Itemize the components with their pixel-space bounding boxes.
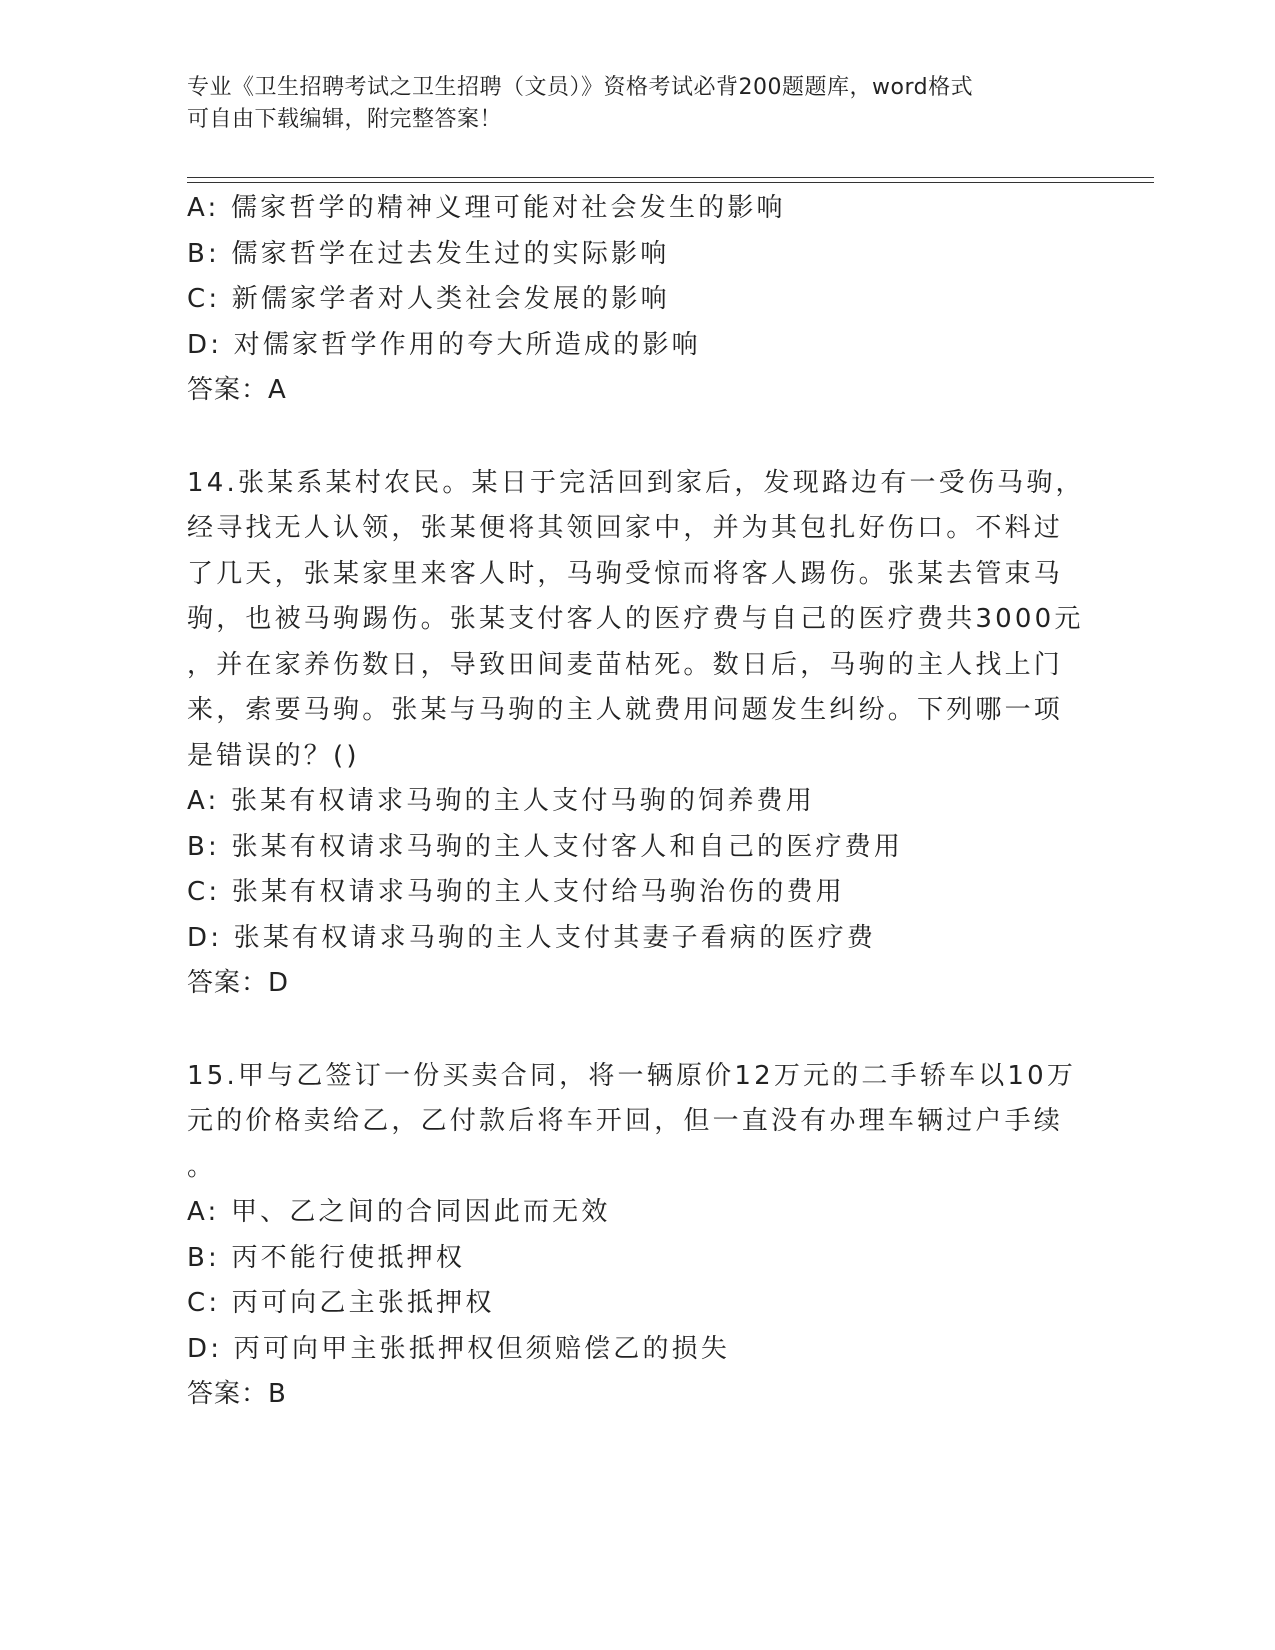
q15-option-d: D: 丙可向甲主张抵押权但须赔偿乙的损失 — [187, 1333, 731, 1364]
q15-answer: 答案：B — [187, 1379, 287, 1409]
question-13-block — [187, 186, 1077, 414]
q14-stem-line: 是错误的？() — [187, 740, 360, 771]
header-line-1: 专业《卫生招聘考试之卫生招聘（文员）》资格考试必背200题题库，word格式 — [187, 75, 974, 100]
question-15-block — [187, 1054, 1077, 1418]
q14-stem-line: 经寻找无人认领，张某便将其领回家中，并为其包扎好伤口。不料过 — [187, 513, 1064, 543]
q15-stem-line: 元的价格卖给乙，乙付款后将车开回，但一直没有办理车辆过户手续 — [187, 1106, 1064, 1136]
q15-option-a: A: 甲、乙之间的合同因此而无效 — [187, 1197, 611, 1227]
document-body — [187, 186, 1085, 1418]
q13-option-a: A: 儒家哲学的精神义理可能对社会发生的影响 — [187, 193, 786, 223]
q15-option-b: B: 丙不能行使抵押权 — [187, 1242, 466, 1273]
q14-option-d: D: 张某有权请求马驹的主人支付其妻子看病的医疗费 — [187, 922, 877, 953]
header-rule-bottom — [187, 182, 1154, 183]
q14-stem-line: ，并在家养伤数日，导致田间麦苗枯死。数日后，马驹的主人找上门 — [187, 649, 1064, 680]
document-header — [187, 72, 1067, 136]
q14-option-b: B: 张某有权请求马驹的主人支付客人和自己的医疗费用 — [187, 831, 904, 862]
q15-stem-line: 15.甲与乙签订一份买卖合同，将一辆原价12万元的二手轿车以10万 — [187, 1060, 1077, 1091]
q15-stem-line: 。 — [187, 1151, 217, 1182]
q13-answer: 答案：A — [187, 375, 287, 405]
q14-stem-line: 14.张某系某村农民。某日于完活回到家后，发现路边有一受伤马驹， — [187, 467, 1085, 498]
question-14-block — [187, 461, 1085, 1007]
q14-answer: 答案：D — [187, 968, 290, 998]
q13-option-d: D: 对儒家哲学作用的夸大所造成的影响 — [187, 329, 701, 360]
q15-option-c: C: 丙可向乙主张抵押权 — [187, 1288, 495, 1318]
q13-option-c: C: 新儒家学者对人类社会发展的影响 — [187, 284, 670, 314]
q14-stem-line: 了几天，张某家里来客人时，马驹受惊而将客人踢伤。张某去管束马 — [187, 558, 1064, 589]
q14-option-c: C: 张某有权请求马驹的主人支付给马驹治伤的费用 — [187, 877, 845, 907]
header-rule-top — [187, 177, 1154, 178]
q14-stem-line: 驹，也被马驹踢伤。张某支付客人的医疗费与自己的医疗费共3000元 — [187, 604, 1084, 634]
header-line-2: 可自由下载编辑，附完整答案！ — [187, 107, 503, 132]
q13-option-b: B: 儒家哲学在过去发生过的实际影响 — [187, 238, 670, 269]
q14-option-a: A: 张某有权请求马驹的主人支付马驹的饲养费用 — [187, 786, 815, 816]
q14-stem-line: 来，索要马驹。张某与马驹的主人就费用问题发生纠纷。下列哪一项 — [187, 695, 1064, 725]
